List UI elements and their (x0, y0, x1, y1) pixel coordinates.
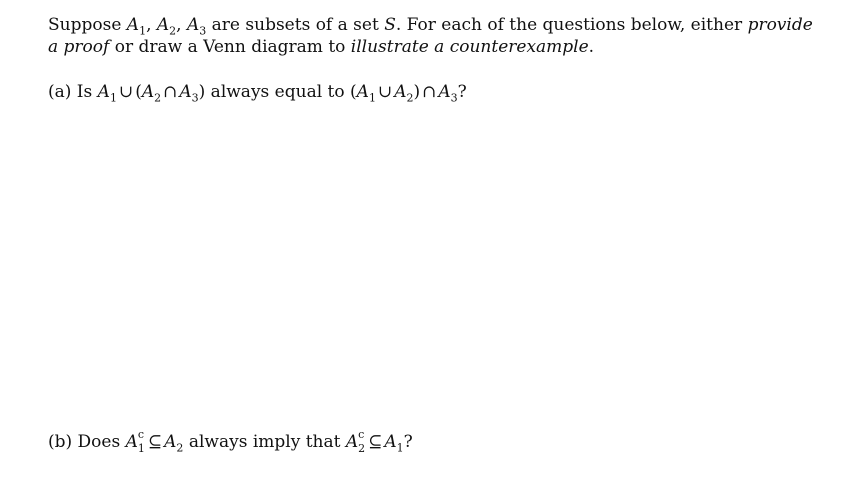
set-a2 (164, 432, 184, 455)
set-a1 (97, 82, 117, 105)
paren-open: ( (135, 82, 142, 102)
subscript: 3 (450, 91, 458, 105)
set-s: S (384, 15, 396, 35)
question-a-middle: always equal to (205, 82, 351, 102)
question-a-label: (a) Is (48, 82, 98, 102)
set-letter: A (179, 82, 192, 102)
set-letter: A (345, 432, 359, 452)
subset-symbol: ⊆ (368, 432, 383, 452)
comma: , (146, 15, 157, 35)
subscript: 3 (199, 24, 207, 38)
intro-text: or draw a Venn diagram to (109, 37, 351, 57)
set-letter: A (126, 15, 140, 35)
subscript: 2 (358, 442, 366, 455)
set-letter: A (164, 432, 177, 452)
set-letter: A (156, 15, 170, 35)
set-a2 (141, 82, 162, 105)
paren-close: ) (198, 82, 206, 102)
subset-symbol: ⊆ (147, 432, 163, 452)
set-a1 (384, 432, 404, 455)
union-symbol: ∪ (377, 82, 393, 102)
union-symbol: ∪ (118, 82, 134, 102)
italic-illustrate-counterexample: illustrate a counterexample (350, 37, 589, 57)
set-a2-complement (345, 428, 366, 455)
subscript: 1 (139, 24, 147, 38)
set-letter: A (141, 82, 155, 102)
sup-sub (137, 428, 146, 455)
set-a3 (186, 15, 207, 38)
subscript: 1 (396, 441, 404, 455)
subscript: 3 (191, 91, 199, 105)
subscript: 1 (368, 91, 376, 105)
subscript: 1 (137, 442, 145, 455)
question-mark: ? (457, 82, 467, 102)
set-a3 (438, 82, 458, 105)
set-letter: A (186, 15, 200, 35)
set-a2 (394, 82, 414, 105)
subscript: 1 (109, 91, 117, 105)
question-b-label: (b) Does (48, 432, 126, 452)
question-b (48, 428, 818, 455)
intro-paragraph (48, 14, 818, 58)
intro-text: are subsets of a set (206, 15, 385, 35)
subscript: 2 (406, 91, 414, 105)
set-letter: A (438, 82, 451, 102)
paren-close: ) (413, 82, 421, 102)
complement-superscript: c (137, 428, 145, 441)
intersection-symbol: ∩ (422, 82, 437, 102)
set-letter: A (394, 82, 407, 102)
set-letter: A (356, 82, 369, 102)
subscript: 2 (154, 91, 162, 105)
period: . (588, 37, 595, 57)
set-letter: A (125, 432, 138, 452)
paren-open: ( (350, 82, 357, 102)
set-a3 (179, 82, 199, 105)
subscript: 2 (176, 441, 184, 455)
set-letter: A (97, 82, 110, 102)
subscript: 2 (169, 24, 177, 38)
question-a (48, 81, 818, 103)
italic-provide-a-proof: provide a proof (48, 15, 813, 57)
set-a1-complement (125, 428, 146, 455)
question-b-middle: always imply that (183, 432, 346, 452)
question-mark: ? (403, 432, 413, 452)
intro-text: Suppose (48, 15, 127, 35)
set-a1 (126, 15, 147, 38)
set-letter: A (384, 432, 397, 452)
sup-sub (358, 428, 366, 455)
complement-superscript: c (358, 428, 365, 441)
set-a2 (156, 15, 177, 38)
comma: , (176, 15, 187, 35)
intersection-symbol: ∩ (163, 82, 178, 102)
intro-text: . For each of the questions below, either (395, 15, 748, 35)
set-a1 (356, 82, 376, 105)
